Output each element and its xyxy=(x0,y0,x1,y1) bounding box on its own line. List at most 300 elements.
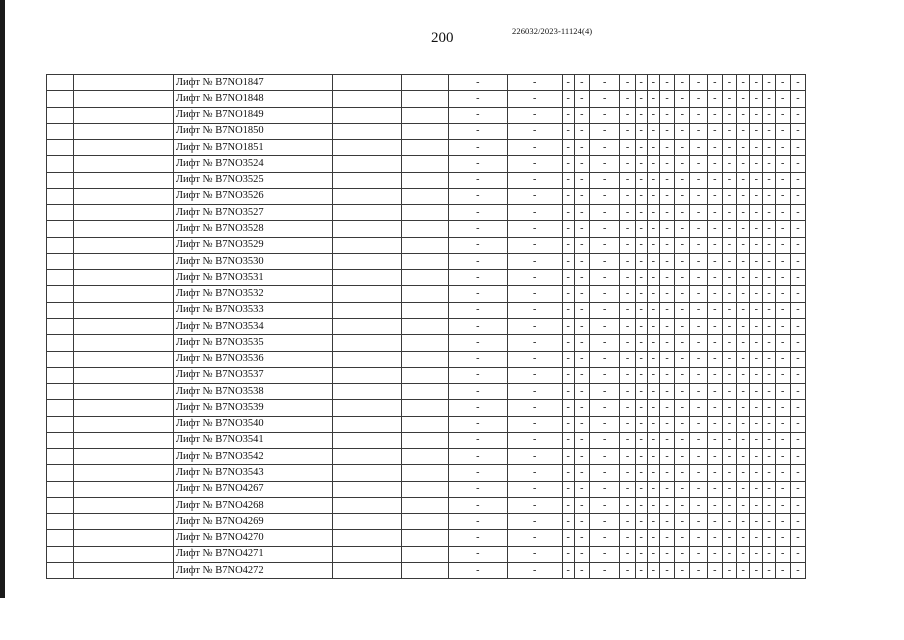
dash-mark: - xyxy=(696,288,701,300)
dash-mark: - xyxy=(625,109,630,121)
dash-mark: - xyxy=(639,369,643,381)
dash-cell xyxy=(562,449,574,465)
dash-cell xyxy=(647,156,659,172)
dash-mark: - xyxy=(532,190,537,202)
dash-cell xyxy=(750,416,763,432)
dash-mark: - xyxy=(796,483,800,495)
dash-mark: - xyxy=(602,434,607,446)
dash-mark: - xyxy=(651,369,656,381)
dash-cell xyxy=(790,400,805,416)
dash-mark: - xyxy=(713,499,717,511)
dash-cell xyxy=(507,123,562,139)
empty-cell xyxy=(402,351,449,367)
empty-cell xyxy=(333,546,402,562)
empty-cell xyxy=(47,432,74,448)
dash-mark: - xyxy=(781,467,785,478)
dash-cell xyxy=(589,75,619,91)
elevator-name-cell: Лифт № B7NO3527 xyxy=(173,205,332,221)
dash-mark: - xyxy=(754,190,758,202)
dash-cell xyxy=(574,107,589,123)
dash-mark: - xyxy=(532,418,537,430)
dash-mark: - xyxy=(781,174,785,186)
dash-mark: - xyxy=(727,125,732,137)
dash-cell xyxy=(635,497,647,513)
dash-mark: - xyxy=(696,434,701,446)
empty-cell xyxy=(74,75,173,91)
dash-cell xyxy=(750,530,763,546)
dash-cell xyxy=(722,465,736,481)
dash-mark: - xyxy=(741,385,745,397)
dash-mark: - xyxy=(580,190,584,202)
dash-mark: - xyxy=(639,109,643,121)
dash-cell xyxy=(675,416,690,432)
dash-cell xyxy=(750,514,763,530)
dash-cell xyxy=(659,286,674,302)
dash-cell xyxy=(722,270,736,286)
dash-cell xyxy=(562,302,574,318)
dash-mark: - xyxy=(754,450,758,462)
dash-cell xyxy=(507,221,562,237)
dash-mark: - xyxy=(696,401,701,413)
dash-mark: - xyxy=(476,141,480,153)
dash-mark: - xyxy=(754,532,758,544)
dash-mark: - xyxy=(727,499,732,511)
dash-mark: - xyxy=(476,450,480,462)
dash-cell xyxy=(722,367,736,383)
dash-cell xyxy=(763,91,775,107)
dash-mark: - xyxy=(532,239,537,251)
dash-mark: - xyxy=(665,564,669,576)
dash-mark: - xyxy=(713,239,717,251)
dash-cell xyxy=(722,221,736,237)
dash-mark: - xyxy=(476,434,480,446)
dash-cell xyxy=(448,416,507,432)
dash-mark: - xyxy=(602,141,607,153)
dash-mark: - xyxy=(727,92,732,104)
dash-mark: - xyxy=(781,141,785,153)
dash-mark: - xyxy=(532,320,537,332)
dash-mark: - xyxy=(696,532,701,544)
table-row xyxy=(47,465,861,481)
dash-mark: - xyxy=(696,499,701,511)
dash-mark: - xyxy=(713,564,717,576)
dash-mark: - xyxy=(665,174,669,186)
dash-mark: - xyxy=(696,548,701,560)
dash-cell xyxy=(574,351,589,367)
dash-mark: - xyxy=(625,450,630,462)
dash-cell xyxy=(659,91,674,107)
dash-cell xyxy=(659,270,674,286)
dash-mark: - xyxy=(625,190,630,202)
dash-mark: - xyxy=(625,336,630,348)
dash-mark: - xyxy=(602,157,607,169)
dash-mark: - xyxy=(651,190,656,202)
dash-mark: - xyxy=(476,109,480,121)
empty-cell xyxy=(74,237,173,253)
dash-cell xyxy=(722,188,736,204)
dash-cell xyxy=(448,562,507,578)
dash-mark: - xyxy=(625,353,630,365)
empty-cell xyxy=(47,107,74,123)
empty-cell xyxy=(333,514,402,530)
dash-mark: - xyxy=(639,174,643,186)
empty-cell xyxy=(402,286,449,302)
dash-mark: - xyxy=(696,255,701,267)
dash-cell xyxy=(507,384,562,400)
dash-mark: - xyxy=(696,515,701,527)
table-row xyxy=(47,205,861,221)
dash-mark: - xyxy=(665,515,669,527)
dash-mark: - xyxy=(741,369,745,381)
dash-mark: - xyxy=(476,564,480,576)
dash-cell xyxy=(620,562,635,578)
dash-mark: - xyxy=(476,548,480,560)
dash-cell xyxy=(790,546,805,562)
table-row xyxy=(47,335,861,351)
dash-mark: - xyxy=(754,288,758,300)
dash-mark: - xyxy=(625,174,630,186)
dash-mark: - xyxy=(781,239,785,251)
dash-cell xyxy=(620,123,635,139)
dash-cell xyxy=(507,156,562,172)
empty-cell xyxy=(402,140,449,156)
dash-cell xyxy=(635,384,647,400)
dash-mark: - xyxy=(741,190,745,202)
table-row xyxy=(47,481,861,497)
dash-cell xyxy=(620,481,635,497)
dash-cell xyxy=(562,562,574,578)
dash-mark: - xyxy=(476,369,480,381)
dash-cell xyxy=(574,465,589,481)
dash-cell xyxy=(507,465,562,481)
dash-mark: - xyxy=(680,190,684,202)
empty-cell xyxy=(47,530,74,546)
dash-mark: - xyxy=(625,271,630,283)
dash-mark: - xyxy=(713,206,717,218)
dash-mark: - xyxy=(602,336,607,348)
table-row xyxy=(47,318,861,334)
dash-cell xyxy=(722,416,736,432)
empty-cell xyxy=(74,302,173,318)
dash-cell xyxy=(690,384,707,400)
empty-cell xyxy=(74,449,173,465)
dash-cell xyxy=(574,416,589,432)
dash-cell xyxy=(790,75,805,91)
dash-mark: - xyxy=(713,190,717,202)
dash-cell xyxy=(647,530,659,546)
dash-mark: - xyxy=(754,304,758,316)
dash-cell xyxy=(659,172,674,188)
dash-mark: - xyxy=(767,385,771,397)
dash-mark: - xyxy=(580,564,584,576)
dash-cell xyxy=(659,318,674,334)
dash-cell xyxy=(737,123,750,139)
dash-mark: - xyxy=(532,336,537,348)
dash-mark: - xyxy=(639,499,643,511)
empty-cell xyxy=(402,384,449,400)
dash-mark: - xyxy=(602,92,607,104)
dash-cell xyxy=(775,221,790,237)
dash-mark: - xyxy=(580,515,584,527)
dash-mark: - xyxy=(727,418,732,430)
empty-cell xyxy=(402,530,449,546)
dash-mark: - xyxy=(602,353,607,365)
table-row xyxy=(47,270,861,286)
dash-cell xyxy=(448,140,507,156)
dash-mark: - xyxy=(566,418,570,430)
dash-mark: - xyxy=(665,369,669,381)
dash-mark: - xyxy=(532,125,537,137)
dash-cell xyxy=(448,205,507,221)
dash-mark: - xyxy=(639,141,643,153)
dash-cell xyxy=(790,253,805,269)
dash-cell xyxy=(750,318,763,334)
dash-mark: - xyxy=(713,483,717,495)
dash-cell xyxy=(659,546,674,562)
dash-cell xyxy=(589,318,619,334)
dash-mark: - xyxy=(713,288,717,300)
empty-cell xyxy=(74,497,173,513)
dash-cell xyxy=(790,172,805,188)
dash-mark: - xyxy=(727,239,732,251)
dash-mark: - xyxy=(754,564,758,576)
empty-cell xyxy=(47,172,74,188)
dash-mark: - xyxy=(566,369,570,381)
dash-cell xyxy=(448,335,507,351)
dash-cell xyxy=(507,286,562,302)
dash-mark: - xyxy=(625,320,630,332)
dash-cell xyxy=(750,237,763,253)
dash-cell xyxy=(707,318,722,334)
elevator-name-cell: Лифт № B7NO3537 xyxy=(173,367,332,383)
dash-mark: - xyxy=(796,190,800,202)
dash-mark: - xyxy=(625,239,630,251)
dash-cell xyxy=(763,188,775,204)
dash-mark: - xyxy=(696,174,701,186)
dash-cell xyxy=(635,562,647,578)
dash-mark: - xyxy=(741,92,745,104)
dash-mark: - xyxy=(680,532,684,544)
dash-cell xyxy=(562,546,574,562)
dash-mark: - xyxy=(767,336,771,348)
dash-mark: - xyxy=(680,141,684,153)
empty-cell xyxy=(74,546,173,562)
dash-mark: - xyxy=(566,271,570,283)
dash-mark: - xyxy=(727,304,732,316)
empty-cell xyxy=(402,156,449,172)
dash-mark: - xyxy=(680,385,684,397)
dash-cell xyxy=(635,91,647,107)
empty-cell xyxy=(47,546,74,562)
dash-cell xyxy=(790,335,805,351)
dash-mark: - xyxy=(680,174,684,186)
dash-cell xyxy=(675,530,690,546)
dash-cell xyxy=(659,123,674,139)
dash-mark: - xyxy=(580,239,584,251)
dash-cell xyxy=(707,530,722,546)
elevator-name-cell: Лифт № B7NO3532 xyxy=(173,286,332,302)
dash-mark: - xyxy=(680,336,684,348)
dash-cell xyxy=(722,318,736,334)
dash-mark: - xyxy=(651,564,656,576)
dash-cell xyxy=(790,465,805,481)
dash-mark: - xyxy=(754,336,758,348)
dash-cell xyxy=(574,205,589,221)
empty-cell xyxy=(74,156,173,172)
dash-cell xyxy=(750,107,763,123)
dash-mark: - xyxy=(665,223,669,235)
dash-mark: - xyxy=(754,548,758,560)
dash-cell xyxy=(507,302,562,318)
dash-cell xyxy=(690,75,707,91)
dash-mark: - xyxy=(625,206,630,218)
dash-mark: - xyxy=(680,564,684,576)
empty-cell xyxy=(333,123,402,139)
dash-cell xyxy=(635,75,647,91)
dash-cell xyxy=(574,384,589,400)
dash-cell xyxy=(690,237,707,253)
dash-cell xyxy=(620,432,635,448)
dash-mark: - xyxy=(625,532,630,544)
dash-cell xyxy=(647,75,659,91)
dash-mark: - xyxy=(754,515,758,527)
elevator-name-cell: Лифт № B7NO1851 xyxy=(173,140,332,156)
dash-mark: - xyxy=(796,255,800,267)
dash-cell xyxy=(722,497,736,513)
dash-mark: - xyxy=(741,141,745,153)
dash-mark: - xyxy=(754,483,758,495)
table-row xyxy=(47,562,861,578)
dash-cell xyxy=(690,562,707,578)
dash-cell xyxy=(790,91,805,107)
empty-cell xyxy=(74,205,173,221)
dash-cell xyxy=(448,449,507,465)
dash-cell xyxy=(589,91,619,107)
dash-mark: - xyxy=(476,288,480,300)
dash-mark: - xyxy=(696,336,701,348)
dash-mark: - xyxy=(580,401,584,413)
dash-cell xyxy=(448,384,507,400)
dash-cell xyxy=(750,351,763,367)
empty-cell xyxy=(333,107,402,123)
dash-mark: - xyxy=(566,109,570,121)
dash-cell xyxy=(507,205,562,221)
dash-cell xyxy=(574,221,589,237)
dash-cell xyxy=(562,465,574,481)
dash-mark: - xyxy=(639,515,643,527)
dash-mark: - xyxy=(476,467,480,478)
dash-mark: - xyxy=(680,109,684,121)
dash-cell xyxy=(790,449,805,465)
dash-mark: - xyxy=(566,304,570,316)
dash-mark: - xyxy=(476,483,480,495)
dash-cell xyxy=(750,75,763,91)
dash-mark: - xyxy=(754,385,758,397)
dash-mark: - xyxy=(639,157,643,169)
dash-mark: - xyxy=(665,255,669,267)
dash-cell xyxy=(690,188,707,204)
dash-cell xyxy=(675,286,690,302)
table-row xyxy=(47,384,861,400)
empty-cell xyxy=(333,172,402,188)
dash-cell xyxy=(690,286,707,302)
dash-cell xyxy=(574,140,589,156)
empty-cell xyxy=(74,91,173,107)
dash-mark: - xyxy=(713,109,717,121)
dash-cell xyxy=(690,91,707,107)
empty-cell xyxy=(402,221,449,237)
dash-mark: - xyxy=(651,255,656,267)
dash-cell xyxy=(690,107,707,123)
table-row xyxy=(47,367,861,383)
dash-mark: - xyxy=(767,483,771,495)
dash-mark: - xyxy=(651,548,656,560)
empty-cell xyxy=(47,123,74,139)
dash-mark: - xyxy=(476,239,480,251)
dash-mark: - xyxy=(741,548,745,560)
dash-mark: - xyxy=(532,271,537,283)
dash-cell xyxy=(659,140,674,156)
dash-mark: - xyxy=(696,304,701,316)
dash-cell xyxy=(675,514,690,530)
elevator-name-cell: Лифт № B7NO3525 xyxy=(173,172,332,188)
dash-mark: - xyxy=(665,141,669,153)
dash-mark: - xyxy=(713,223,717,235)
dash-cell xyxy=(507,497,562,513)
dash-cell xyxy=(448,481,507,497)
dash-cell xyxy=(635,253,647,269)
dash-cell xyxy=(620,237,635,253)
dash-cell xyxy=(722,432,736,448)
dash-mark: - xyxy=(625,92,630,104)
dash-cell xyxy=(574,270,589,286)
dash-cell xyxy=(790,156,805,172)
dash-mark: - xyxy=(796,206,800,218)
dash-cell xyxy=(675,270,690,286)
empty-cell xyxy=(402,75,449,91)
dash-mark: - xyxy=(754,467,758,478)
dash-cell xyxy=(707,416,722,432)
dash-mark: - xyxy=(713,320,717,332)
dash-cell xyxy=(647,302,659,318)
dash-cell xyxy=(507,546,562,562)
dash-mark: - xyxy=(625,255,630,267)
dash-cell xyxy=(775,205,790,221)
dash-mark: - xyxy=(476,255,480,267)
dash-cell xyxy=(737,286,750,302)
dash-mark: - xyxy=(680,401,684,413)
dash-cell xyxy=(763,481,775,497)
empty-cell xyxy=(47,205,74,221)
dash-cell xyxy=(647,188,659,204)
dash-mark: - xyxy=(566,223,570,235)
dash-cell xyxy=(675,351,690,367)
dash-cell xyxy=(589,367,619,383)
dash-mark: - xyxy=(796,92,800,104)
dash-cell xyxy=(707,188,722,204)
dash-mark: - xyxy=(665,239,669,251)
dash-mark: - xyxy=(651,515,656,527)
dash-mark: - xyxy=(476,223,480,235)
dash-mark: - xyxy=(566,548,570,560)
dash-mark: - xyxy=(625,434,630,446)
dash-mark: - xyxy=(767,418,771,430)
dash-cell xyxy=(763,514,775,530)
dash-cell xyxy=(722,449,736,465)
dash-cell xyxy=(675,205,690,221)
dash-cell xyxy=(790,237,805,253)
dash-cell xyxy=(562,514,574,530)
